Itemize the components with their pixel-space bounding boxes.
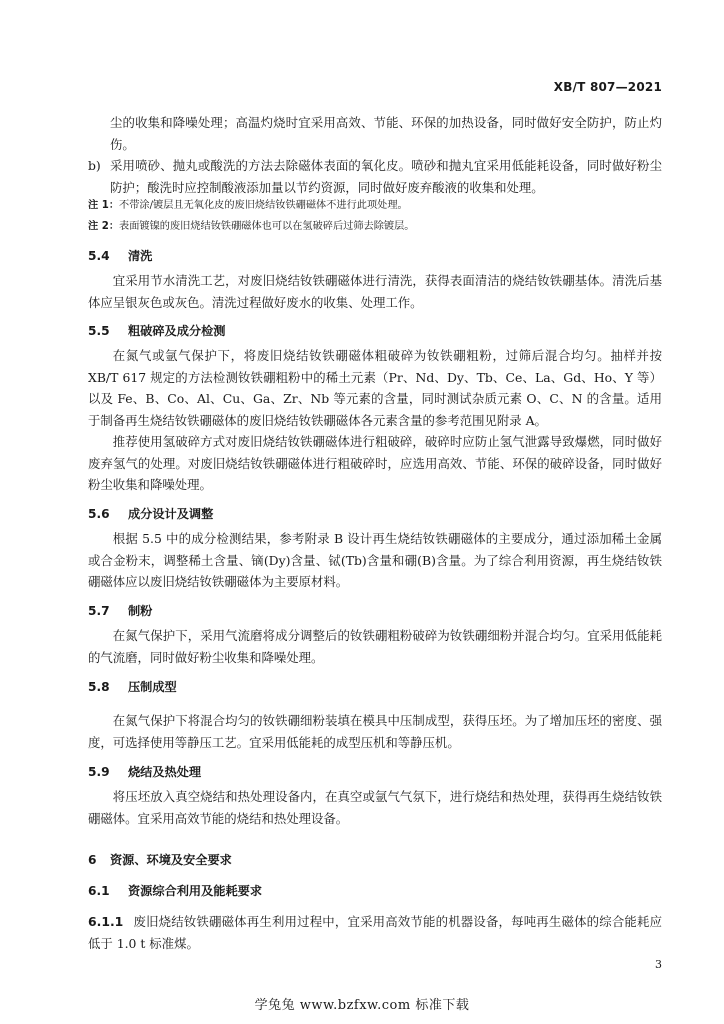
section-heading-5-9: 5.9 烧结及热处理 [88,765,202,779]
clause-6-1-1: 6.1.1 废旧烧结钕铁硼磁体再生利用过程中，宜采用高效节能的机器设备，每吨再生磁体的综合能耗应低于 1.0 t 标准煤。 [88,914,662,951]
paragraph: 推荐使用氢破碎方式对废旧烧结钕铁硼磁体进行粗破碎，破碎时应防止氢气泄露导致爆燃，同时做好废弃氢气的处理。对废旧烧结钕铁硼磁体进行粗破碎时，应选用高效、节能、环保的破碎设备，同时做好粉尘收集和降噪处理。 [88,434,662,492]
note-text: 表面镀镍的废旧烧结钕铁硼磁体也可以在氢破碎后过筛去除镀层。 [119,221,415,232]
note-text: 不带涂/镀层且无氧化皮的废旧烧结钕铁硼磁体不进行此项处理。 [119,200,408,211]
section-heading-5-5: 5.5 粗破碎及成分检测 [88,324,226,338]
document-code: XB/T 807—2021 [553,80,662,94]
paragraph: 将压坯放入真空烧结和热处理设备内，在真空或氩气气氛下，进行烧结和热处理，获得再生烧结钕铁硼磁体。宜采用高效节能的烧结和热处理设备。 [88,789,662,826]
paragraph: 在氮气保护下将混合均匀的钕铁硼细粉装填在模具中压制成型，获得压坯。为了增加压坯的密度、强度，可选择使用等静压工艺。宜采用低能耗的成型压机和等静压机。 [88,713,662,750]
continued-paragraph: 尘的收集和降噪处理；高温灼烧时宜采用高效、节能、环保的加热设备，同时做好安全防护，防止灼伤。 [110,115,662,152]
section-heading-6: 6 资源、环境及安全要求 [88,853,232,867]
section-heading-6-1: 6.1 资源综合利用及能耗要求 [88,884,263,898]
section-heading-5-4: 5.4 清洗 [88,249,153,263]
note-2 [88,219,662,235]
page-number: 3 [655,958,662,971]
paragraph: 根据 5.5 中的成分检测结果，参考附录 B 设计再生烧结钕铁硼磁体的主要成分，通过添加稀土金属或合金粉末，调整稀土含量、镝(Dy)含量、铽(Tb)含量和硼(B)含量。为了综合利用资源，再生烧结钕铁硼磁体应以废旧烧结钕铁硼磁体为主要原材料。 [88,531,662,589]
paragraph: 在氮气保护下，采用气流磨将成分调整后的钕铁硼粗粉破碎为钕铁硼细粉并混合均匀。宜采用低能耗的气流磨，同时做好粉尘收集和降噪处理。 [88,628,662,665]
note-label: 注 1： [88,200,120,211]
note-label: 注 2： [88,221,120,232]
paragraph: 宜采用节水清洗工艺，对废旧烧结钕铁硼磁体进行清洗，获得表面清洁的烧结钕铁硼基体。清洗后基体应呈银灰色或灰色。清洗过程做好废水的收集、处理工作。 [88,273,662,310]
list-item-text: 采用喷砂、抛丸或酸洗的方法去除磁体表面的氧化皮。喷砂和抛丸宜采用低能耗设备，同时做好粉尘防护；酸洗时应控制酸液添加量以节约资源，同时做好废弃酸液的收集和处理。 [110,158,662,195]
section-heading-5-8: 5.8 压制成型 [88,680,177,694]
section-heading-5-7: 5.7 制粉 [88,604,153,618]
section-heading-5-6: 5.6 成分设计及调整 [88,507,214,521]
paragraph: 在氮气或氩气保护下，将废旧烧结钕铁硼磁体粗破碎为钕铁硼粗粉，过筛后混合均匀。抽样并按XB/T 617 规定的方法检测钕铁硼粗粉中的稀土元素（Pr、Nd、Dy、Tb、Ce、La、Gd、Ho、Y 等）以及 Fe、B、Co、Al、Cu、Ga、Zr、Nb 等元素的含量，同时测试杂质元素 O、C、N 的含量。适用于制备再生烧结钕铁硼磁体的废旧烧结钕铁硼磁体各元素含量的参考范围见附录 A。 [88,348,662,428]
note-1 [88,198,662,214]
list-marker: b) [88,158,101,173]
watermark-footer: 学兔兔 www.bzfxw.com 标准下载 [254,998,470,1013]
